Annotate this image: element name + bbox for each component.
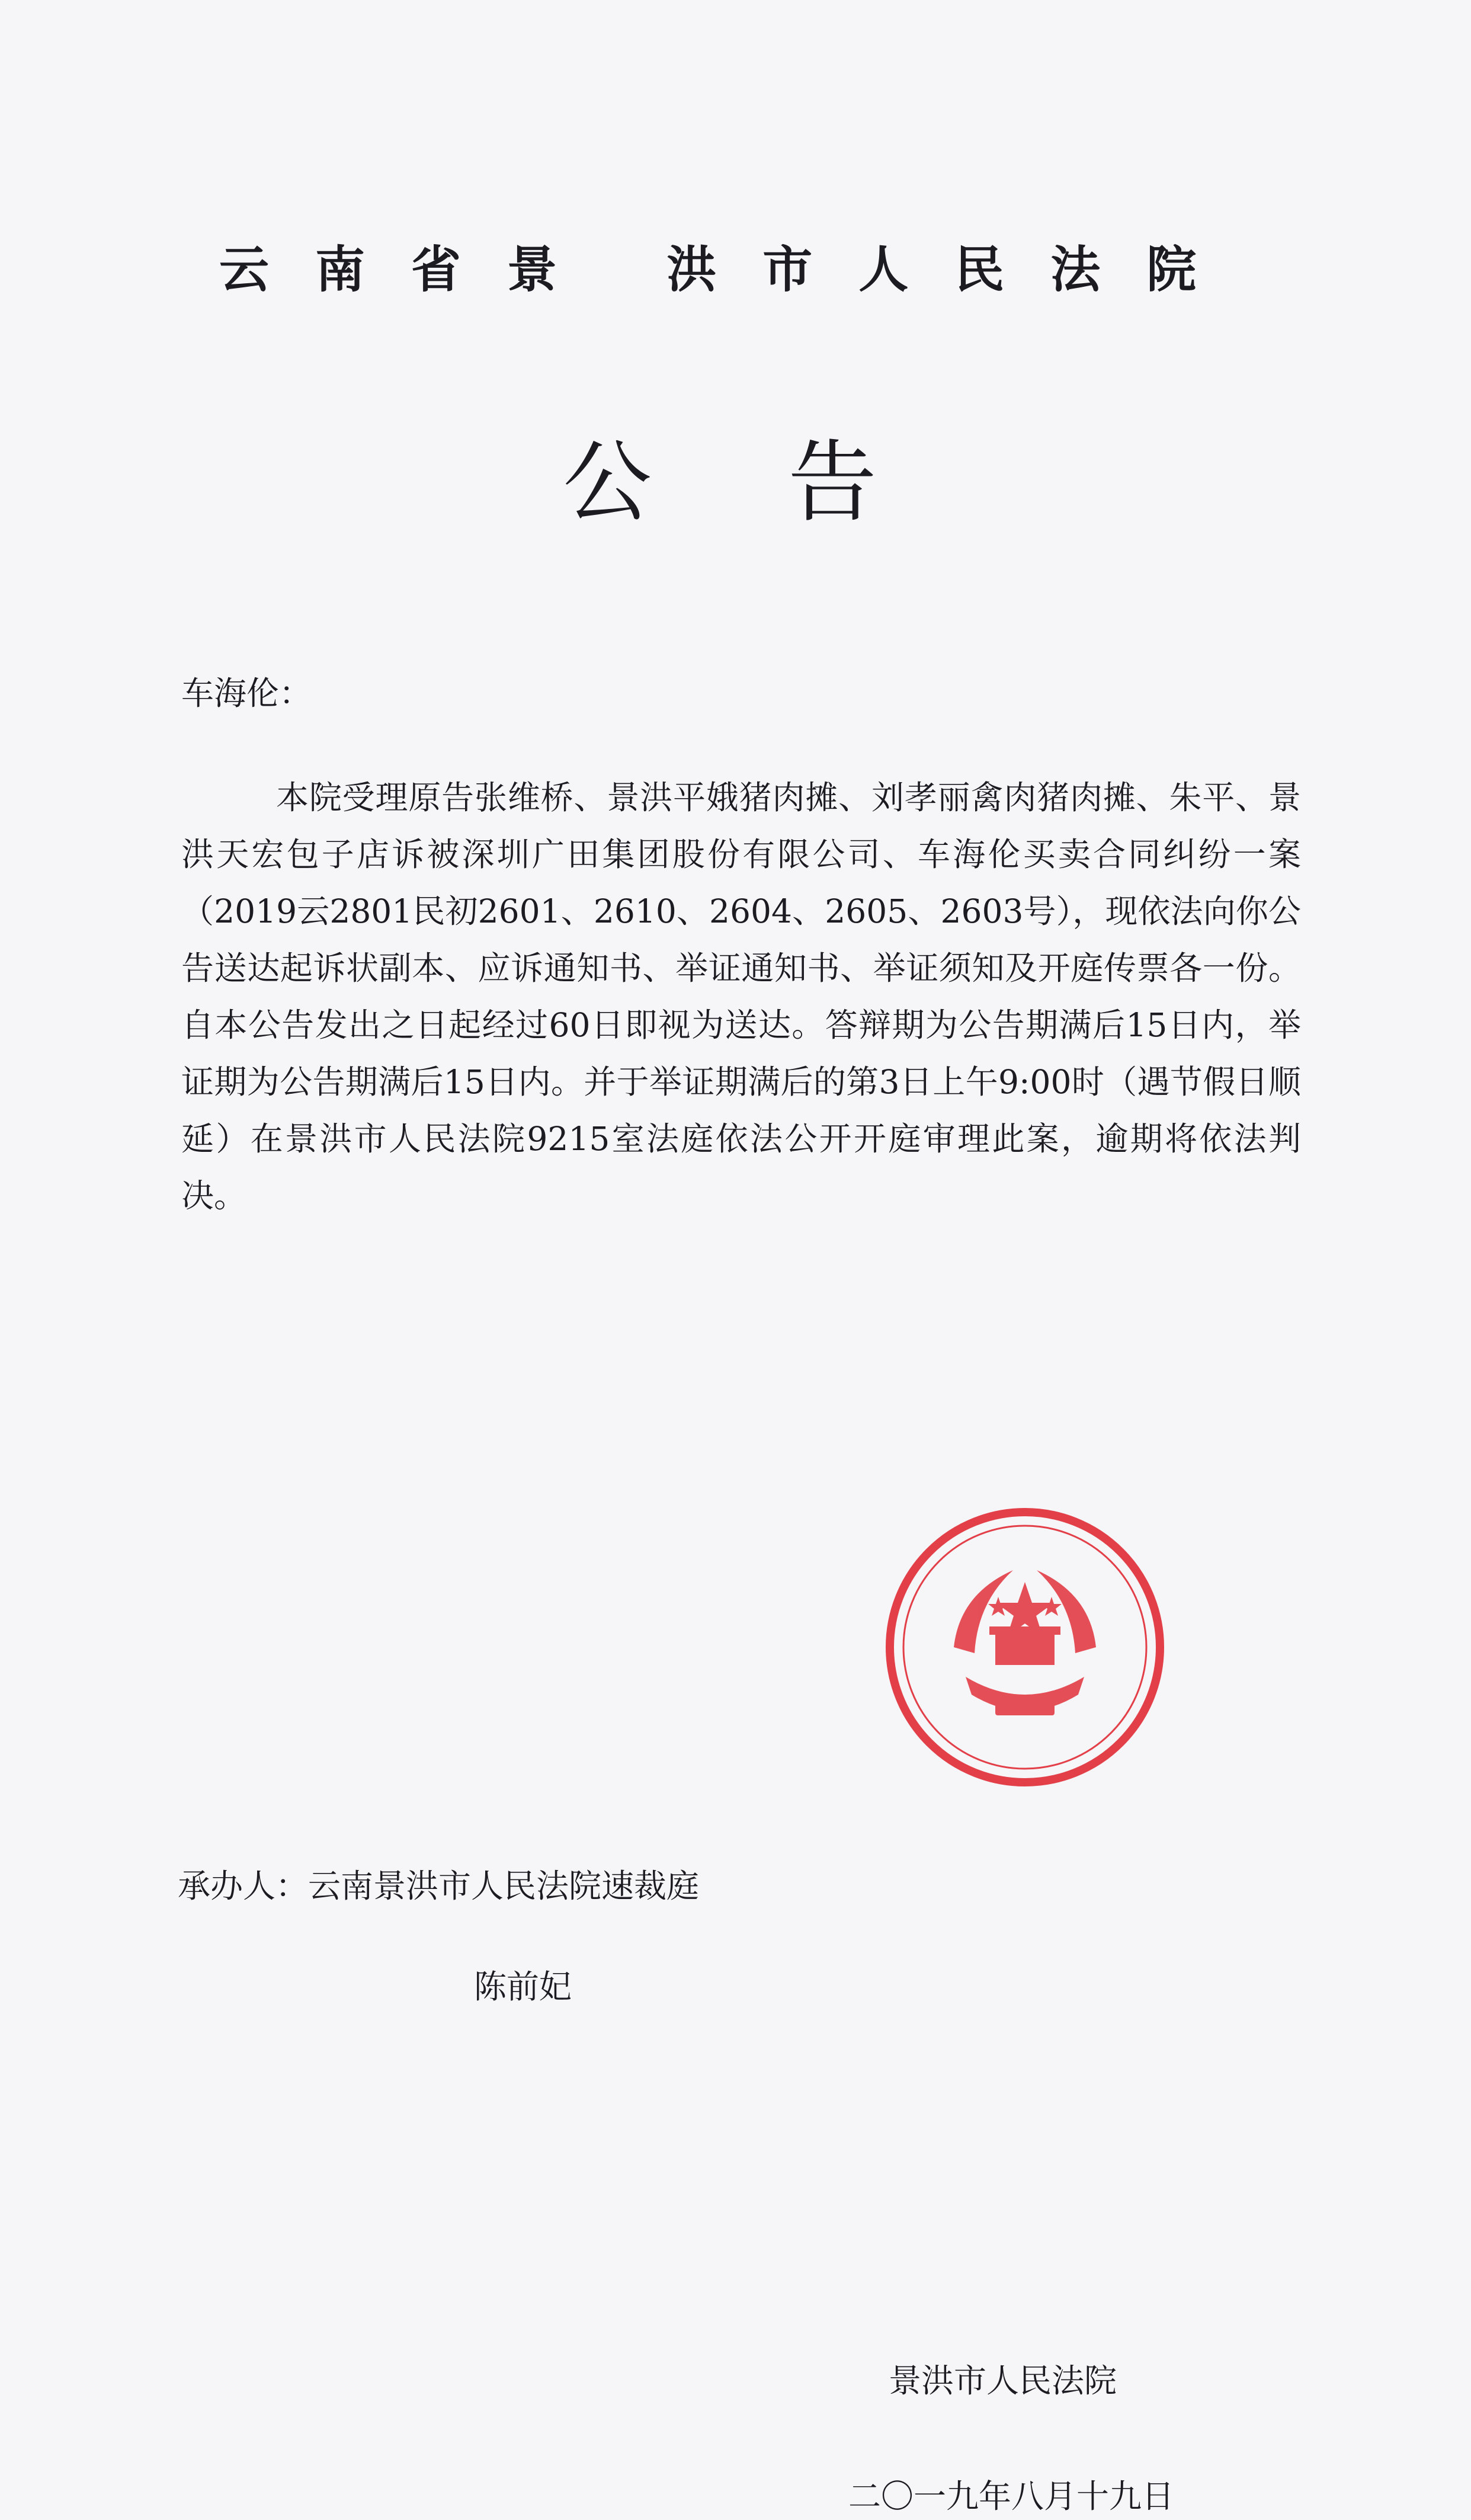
court-seal-icon (877, 1499, 1173, 1795)
issue-date: 二〇一九年八月十九日 (848, 2477, 1175, 2515)
notice-body: 本院受理原告张维桥、景洪平娥猪肉摊、刘孝丽禽肉猪肉摊、朱平、景洪天宏包子店诉被深圳广田集团股份有限公司、车海伦买卖合同纠纷一案（2019云2801民初2601、2610、2604、2605、2603号），现依法向你公告送达起诉状副本、应诉通知书、举证通知书、举证须知及开庭传票各一份。自本公告发出之日起经过60日即视为送达。答辩期为公告期满后15日内，举证期为公告期满后15日内。并于举证期满后的第3日上午9:00时（遇节假日顺延）在景洪市人民法院9215室法庭依法公开开庭审理此案，逾期将依法判决。 (181, 779, 1301, 1215)
handler-line: 承办人：云南景洪市人民法院速裁庭 (178, 1867, 700, 1905)
addressee: 车海伦： (181, 674, 312, 712)
handler-name: 陈前妃 (474, 1968, 572, 2006)
court-name-heading: 云南省景 洪市人民法院 (219, 241, 1243, 299)
document-title: 公告 (563, 431, 1014, 534)
issuer: 景洪市人民法院 (889, 2362, 1117, 2400)
